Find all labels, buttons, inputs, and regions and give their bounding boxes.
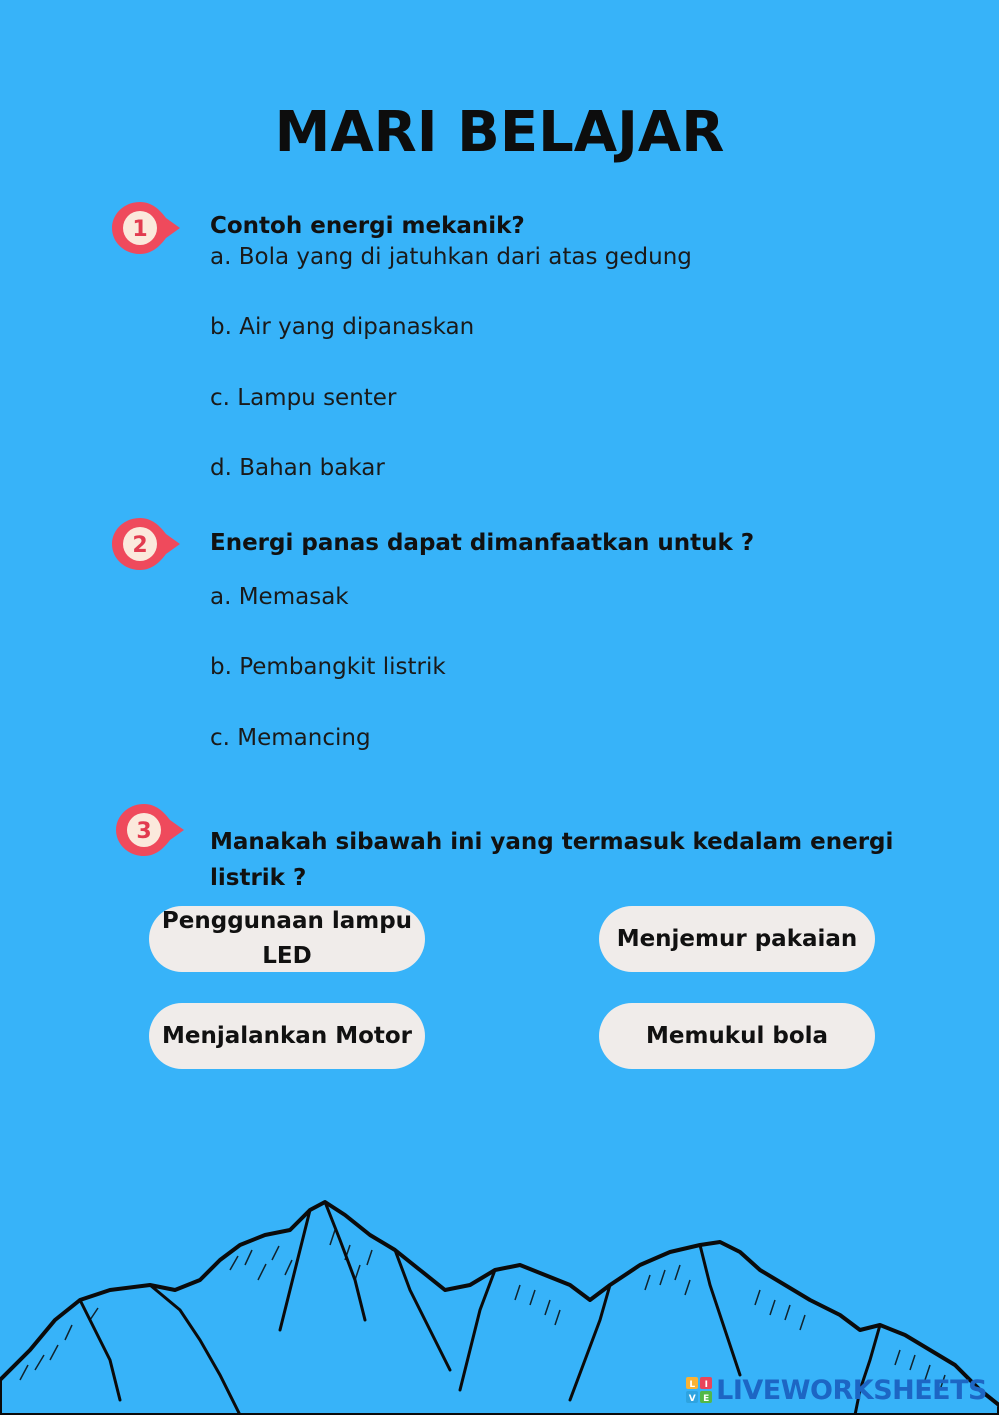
question-1-option-b[interactable]: b. Air yang dipanaskan bbox=[210, 314, 475, 340]
question-1-badge-icon bbox=[108, 200, 182, 256]
choice-drying-clothes-button[interactable]: Menjemur pakaian bbox=[599, 906, 875, 972]
choice-running-motor-button[interactable]: Menjalankan Motor bbox=[149, 1003, 425, 1069]
question-2-option-b[interactable]: b. Pembangkit listrik bbox=[210, 654, 446, 680]
logo-letter-v: V bbox=[688, 1394, 696, 1403]
question-2-option-c[interactable]: c. Memancing bbox=[210, 725, 371, 751]
choice-led-lamp-button[interactable]: Penggunaan lampu LED bbox=[149, 906, 425, 972]
page-title: MARI BELAJAR bbox=[274, 100, 725, 165]
question-1-option-d[interactable]: d. Bahan bakar bbox=[210, 455, 385, 481]
question-2-badge-icon bbox=[108, 516, 182, 572]
question-1-number: 1 bbox=[132, 217, 148, 242]
logo-letter-e: E bbox=[703, 1394, 709, 1403]
question-1-option-a[interactable]: a. Bola yang di jatuhkan dari atas gedung bbox=[210, 244, 692, 270]
liveworksheets-logo-icon bbox=[686, 1377, 712, 1403]
question-3-text-line1: Manakah sibawah ini yang termasuk kedalam energi bbox=[210, 829, 894, 855]
liveworksheets-watermark bbox=[686, 1372, 987, 1408]
question-1-option-c[interactable]: c. Lampu senter bbox=[210, 385, 397, 411]
logo-letter-i: I bbox=[704, 1380, 708, 1390]
watermark-text: LIVEWORKSHEETS bbox=[716, 1374, 987, 1406]
question-3-text-line2: listrik ? bbox=[210, 865, 307, 891]
choice-hitting-ball-button[interactable]: Memukul bola bbox=[599, 1003, 875, 1069]
question-3-number: 3 bbox=[136, 819, 152, 844]
question-2-option-a[interactable]: a. Memasak bbox=[210, 584, 349, 610]
question-3-badge-icon bbox=[112, 802, 186, 858]
question-2-text: Energi panas dapat dimanfaatkan untuk ? bbox=[210, 530, 755, 556]
question-2-number: 2 bbox=[132, 533, 148, 558]
question-1-text: Contoh energi mekanik? bbox=[210, 213, 525, 239]
logo-letter-l: L bbox=[689, 1380, 695, 1390]
